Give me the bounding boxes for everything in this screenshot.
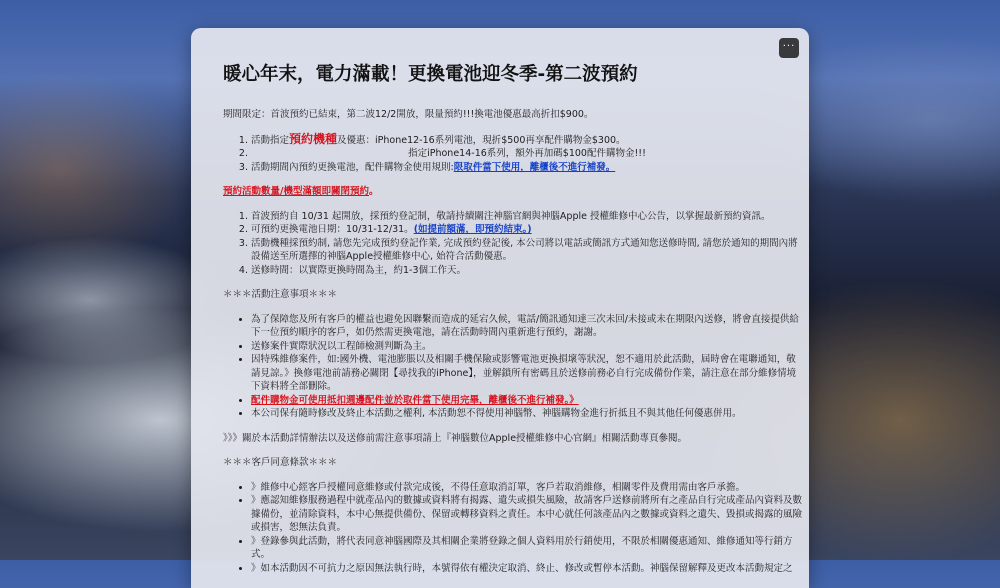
article-panel (191, 28, 809, 588)
booking-full-link[interactable]: (如提前額滿，即預約結束。) (413, 224, 532, 235)
notice-item: • 配件購物金可使用抵扣週邊配件並於取件當下使用完畢，離櫃後不進行補發。》 (251, 394, 803, 408)
step-item: 4. 送修時間：以實際更換時間為主，約1-3個工作天。 (251, 264, 803, 278)
consent-item: • 》登錄參與此活動，將代表同意神腦國際及其相關企業將登錄之個人資料用於行銷使用，不限於相關優惠通知、維修通知等行銷方式。 (251, 535, 803, 562)
article-title: 暖心年末，電力滿載！更換電池迎冬季-第二波預約 (223, 64, 638, 85)
offer-list (223, 133, 803, 175)
consent-list (223, 481, 803, 576)
accessory-rule-link[interactable]: 限取件當下使用，離櫃後不進行補發。 (453, 161, 616, 173)
limit-notice: 預約活動數量/機型滿額即關閉預約。 (223, 186, 379, 197)
steps-list (223, 210, 803, 278)
offer-item-2: 2. 指定iPhone14-16系列，額外再加碼$100配件購物金!!! (251, 147, 803, 161)
consent-item: • 》應認知維修服務過程中就產品內的數據或資料將有揭露、遺失或損失風險，故請客戶送修前將所有之產品自行完成產品內資料及數據備份，並清除資料，本中心無提供備份、保留或轉移資料之責任。本中心就任何該產品內之數據或資料之遺失、毀損或揭露的風險或損害，恕無法負責。 (251, 494, 803, 535)
notice-item: • 因特殊維修案件，如:國外機、電池膨脹以及相關手機保險或影響電池更換損壞等狀況，恕不適用於此活動，屆時會在電聯通知，敬請見諒。》換修電池前請務必關閉【尋找我的iPhone】，並解鎖所有密碼且於送修前務必自行完成備份作業，請注意在部分維修情境下資料將全部刪除。 (251, 353, 803, 394)
reference-text: 》》》關於本活動詳情辦法以及送修前需注意事項請上『神腦數位Apple授權維修中心官網』相關活動專頁參閱。 (223, 432, 688, 444)
consent-item: • 》維修中心經客戶授權同意維修或付款完成後，不得任意取消訂單，客戶若取消維修，相關零件及費用需由客戶承擔。 (251, 481, 803, 495)
intro-text: 期間限定：首波預約已結束，第二波12/2開放，限量預約!!!換電池優惠最高折扣$900。 (223, 109, 594, 120)
step-item: 2. 可預約更換電池日期：10/31-12/31。(如提前額滿，即預約結束。) (251, 223, 803, 237)
more-options-button[interactable] (779, 38, 799, 58)
offer-highlight: 預約機種 (289, 131, 338, 146)
step-item: 3. 活動機種採預約制, 請您先完成預約登記作業, 完成預約登記後, 本公司將以電話或簡訊方式通知您送修時間, 請您於通知的期間內將設備送至所選擇的神腦Apple授權維修中心, 始符合活動優惠。 (251, 237, 803, 264)
notice-item: • 送修案件實際狀況以工程師檢測判斷為主。 (251, 340, 803, 354)
notice-item: • 本公司保有隨時修改及終止本活動之權利, 本活動恕不得使用神腦幣、神腦購物金進行折抵且不與其他任何優惠併用。 (251, 407, 803, 421)
consent-heading: ＊＊＊客戶同意條款＊＊＊ (223, 457, 338, 468)
notice-item: • 為了保障您及所有客戶的權益也避免因聯繫而造成的延宕久候，電話/簡訊通知達三次未回/未接或未在期限內送修，將會直接提供給下一位預約順序的客戶，如仍然需更換電池，請在活動時間內重新進行預約，謝謝。 (251, 313, 803, 340)
article-content (223, 62, 803, 586)
step-item: 1. 首波預約自 10/31 起開放，採預約登記制，敬請持續關注神腦官網與神腦Apple 授權維修中心公告，以掌握最新預約資訊。 (251, 210, 803, 224)
more-icon: ··· (782, 41, 796, 52)
notice-heading: ＊＊＊活動注意事項＊＊＊ (223, 289, 338, 300)
offer-item-3: 3. 活動期間內預約更換電池，配件購物金使用規則:限取件當下使用，離櫃後不進行補發。 (251, 161, 803, 175)
notice-list (223, 313, 803, 421)
consent-item: • 》如本活動因不可抗力之原因無法執行時，本號得依有權決定取消、終止、修改或暫停本活動。神腦保留解釋及更改本活動規定之 (251, 562, 803, 576)
offer-item-1: 1. 活動指定預約機種及優惠：iPhone12-16系列電池，現折$500再享配件購物金$300。 (251, 133, 803, 148)
